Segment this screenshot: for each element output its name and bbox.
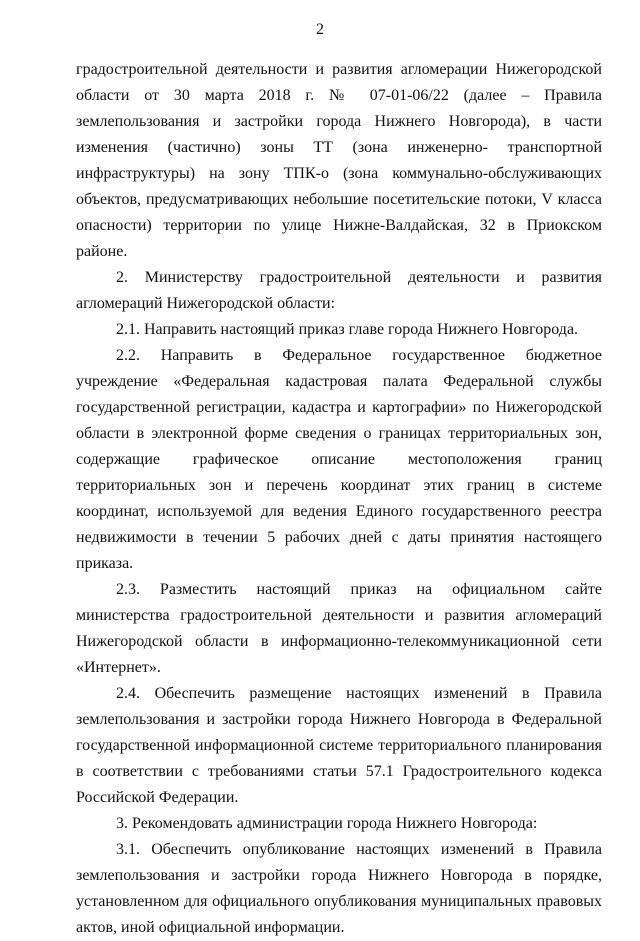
paragraph-item-2-2: 2.2. Направить в Федеральное государственное бюджетное учреждение «Федеральная кадастровая палата Федеральной службы государственной регистрации, кадастра и картографии» по Нижегородской области в электронной форме сведения о границах территориальных зон, содержащие графическое описание местоположения границ территориальных зон и перечень координат этих границ в системе координат, используемой для ведения Единого государственного реестра недвижимости в течении 5 рабочих дней с даты принятия настоящего приказа. xyxy=(76,347,602,572)
paragraph-item-2: 2. Министерству градостроительной деятельности и развития агломераций Нижегородской области: xyxy=(76,269,602,312)
paragraph-item-2-1: 2.1. Направить настоящий приказ главе города Нижнего Новгорода. xyxy=(116,321,579,338)
document-body xyxy=(76,57,602,941)
paragraph-item-3-1: 3.1. Обеспечить опубликование настоящих изменений в Правила землепользования и застройки города Нижнего Новгорода в порядке, установленном для официального опубликования муниципальных правовых актов, иной официальной информации. xyxy=(76,841,602,936)
paragraph-continuation: градостроительной деятельности и развития агломерации Нижегородской области от 30 марта 2018 г. № 07-01-06/22 (далее – Правила землепользования и застройки города Нижнего Новгорода), в части изменения (частично) зоны ТТ (зона инженерно- транспортной инфраструктуры) на зону ТПК-о (зона коммунально-обслуживающих объектов, предусматривающих небольшие посетительские потоки, V класса опасности) территории по улице Нижне-Валдайская, 32 в Приокском районе. xyxy=(76,61,602,260)
page-number: 2 xyxy=(316,21,324,38)
paragraph-item-2-4: 2.4. Обеспечить размещение настоящих изменений в Правила землепользования и застройки города Нижнего Новгорода в Федеральной государственной информационной системе территориального планирования в соответствии с требованиями статьи 57.1 Градостроительного кодекса Российской Федерации. xyxy=(76,685,602,806)
paragraph-item-3: 3. Рекомендовать администрации города Нижнего Новгорода: xyxy=(116,815,538,832)
paragraph-item-2-3: 2.3. Разместить настоящий приказ на официальном сайте министерства градостроительной деятельности и развития агломераций Нижегородской области в информационно-телекоммуникационной сети «Интернет». xyxy=(76,581,602,676)
